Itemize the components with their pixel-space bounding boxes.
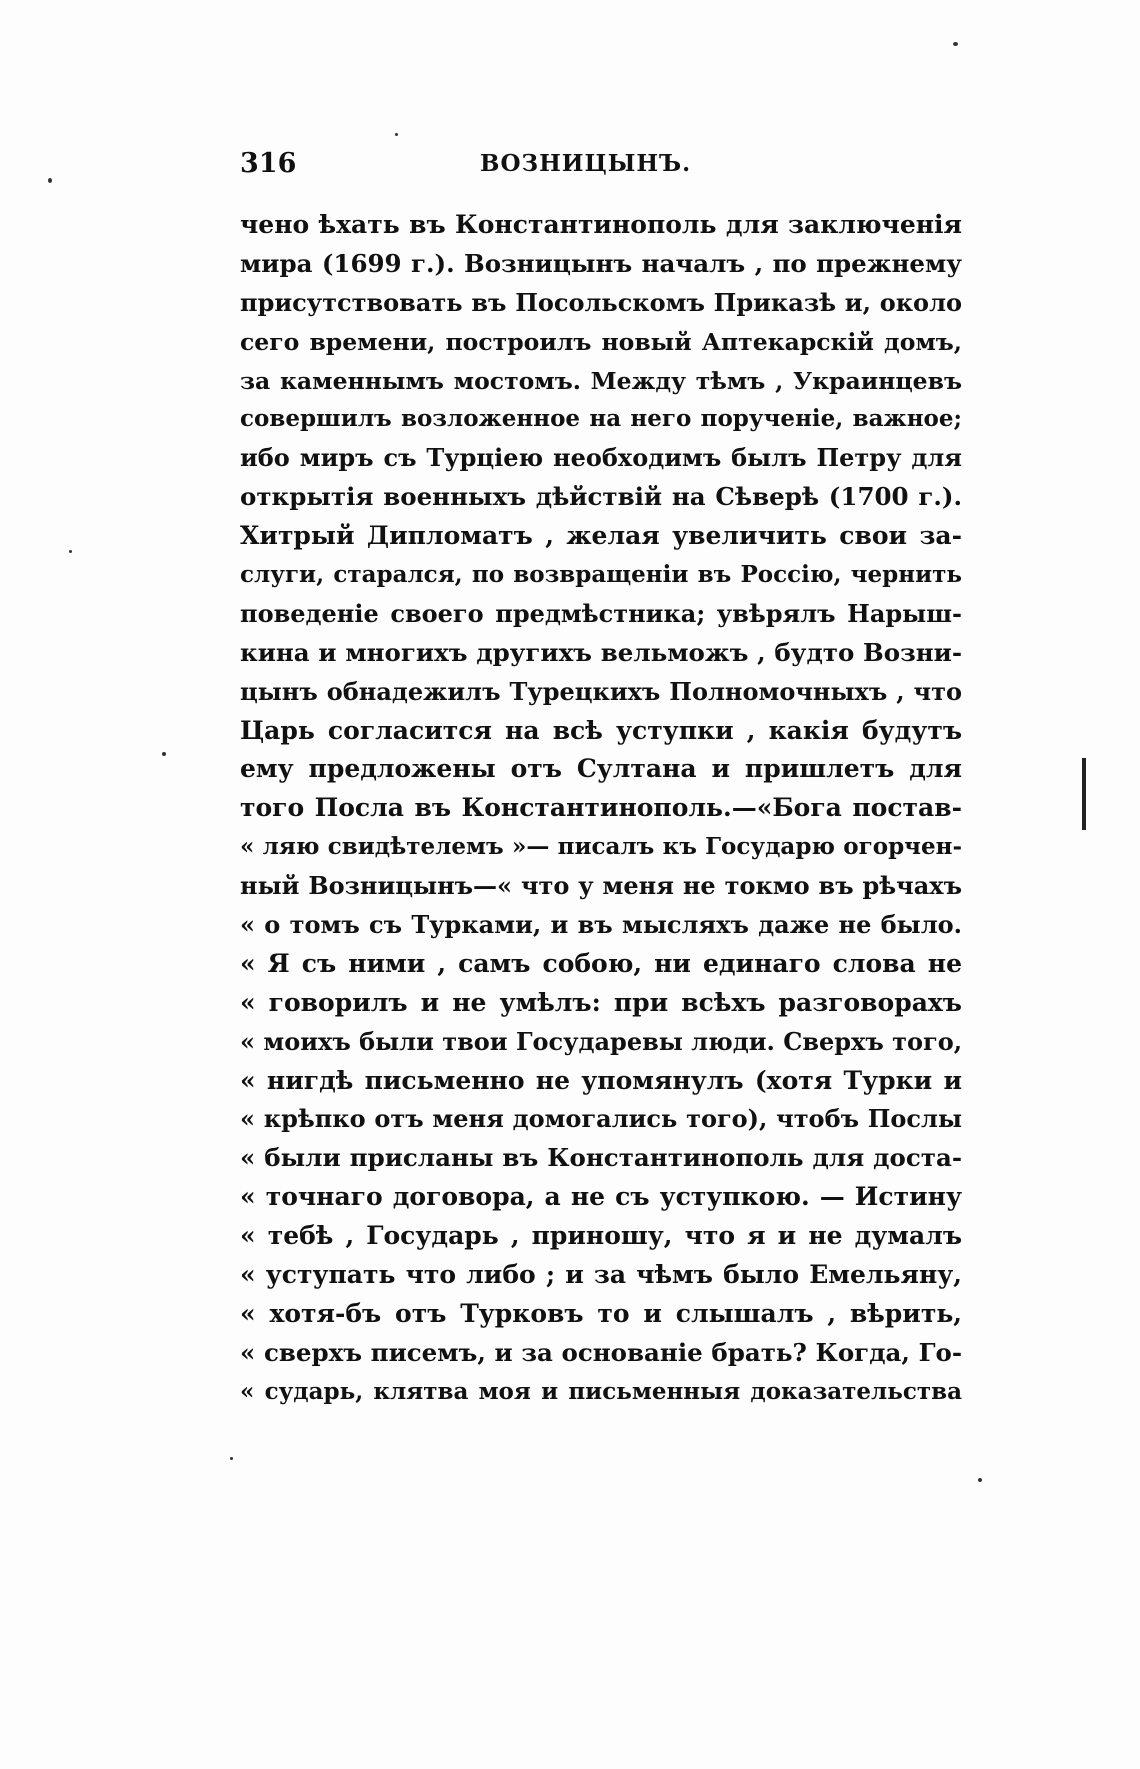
text-line: « тебѣ , Государь , приношу, что я и не думалъ bbox=[240, 1221, 962, 1251]
margin-mark bbox=[1082, 758, 1086, 830]
ink-speck bbox=[48, 178, 52, 183]
text-line: « уступать что либо ; и за чѣмъ было Емельяну, bbox=[240, 1260, 962, 1290]
text-line: поведеніе своего предмѣстника; увѣрялъ Нарыш- bbox=[240, 598, 962, 628]
text-line: « моихъ были твои Государевы люди. Сверхъ того, bbox=[240, 1026, 962, 1056]
text-line: « сударь, клятва моя и письменныя доказательства bbox=[240, 1377, 962, 1405]
text-line: « точнаго договора, а не съ уступкою. — Истину bbox=[240, 1182, 962, 1212]
text-line: « сверхъ писемъ, и за основаніе брать? Когда, Го- bbox=[240, 1337, 962, 1367]
text-line: « хотя-бъ отъ Турковъ то и слышалъ , вѣрить, bbox=[240, 1298, 962, 1328]
ink-speck bbox=[978, 1478, 982, 1482]
page-header bbox=[240, 148, 960, 188]
text-line: ему предложены отъ Султана и пришлетъ для bbox=[240, 754, 962, 784]
text-line: слуги, старался, по возвращеніи въ Россію, чернить bbox=[240, 561, 962, 589]
text-line: совершилъ возложенное на него порученіе, важное; bbox=[240, 405, 962, 433]
text-line: за каменнымъ мостомъ. Между тѣмъ , Украинцевъ bbox=[240, 366, 962, 395]
ink-speck bbox=[395, 133, 398, 136]
running-title: ВОЗНИЦЫНЪ. bbox=[480, 150, 692, 177]
text-line: ный Возницынъ—« что у меня не токмо въ рѣчахъ bbox=[240, 871, 962, 901]
ink-speck bbox=[162, 752, 166, 756]
ink-speck bbox=[230, 1457, 233, 1460]
text-line: сего времени, построилъ новый Аптекарскій домъ, bbox=[240, 327, 962, 356]
text-line: « говорилъ и не умѣлъ: при всѣхъ разговорахъ bbox=[240, 987, 962, 1017]
text-line: « ляю свидѣтелемъ »— писалъ къ Государю огорчен- bbox=[240, 833, 962, 861]
text-line: мира (1699 г.). Возницынъ началъ , по прежнему bbox=[240, 248, 962, 278]
text-line: присутствовать въ Посольскомъ Приказѣ и, около bbox=[240, 287, 962, 317]
body-text bbox=[240, 206, 962, 1412]
text-line: « нигдѣ письменно не упомянулъ (хотя Турки и bbox=[240, 1065, 962, 1095]
text-line: чено ѣхать въ Константинополь для заключенія bbox=[240, 210, 962, 239]
text-line: « были присланы въ Константинополь для доста- bbox=[240, 1143, 962, 1173]
text-line: « о томъ съ Турками, и въ мысляхъ даже не было. bbox=[240, 910, 962, 940]
ink-speck bbox=[69, 550, 72, 553]
page-number: 316 bbox=[240, 148, 297, 179]
text-line: того Посла въ Константинополь.—«Бога постав- bbox=[240, 793, 962, 823]
text-line: « Я съ ними , самъ собою, ни единаго слова не bbox=[240, 948, 962, 978]
text-line: Царь согласится на всѣ уступки , какія будутъ bbox=[240, 715, 962, 745]
text-line: открытія военныхъ дѣйствій на Сѣверѣ (1700 г.). bbox=[240, 482, 962, 512]
ink-speck bbox=[953, 42, 958, 46]
text-line: цынъ обнадежилъ Турецкихъ Полномочныхъ , что bbox=[240, 676, 962, 706]
text-line: Хитрый Дипломатъ , желая увеличить свои за- bbox=[240, 521, 962, 551]
text-line: « крѣпко отъ меня домогались того), чтобъ Послы bbox=[240, 1104, 962, 1134]
text-line: ибо миръ съ Турціею необходимъ былъ Петру для bbox=[240, 443, 962, 473]
text-line: кина и многихъ другихъ вельможъ , будто Возни- bbox=[240, 637, 962, 667]
